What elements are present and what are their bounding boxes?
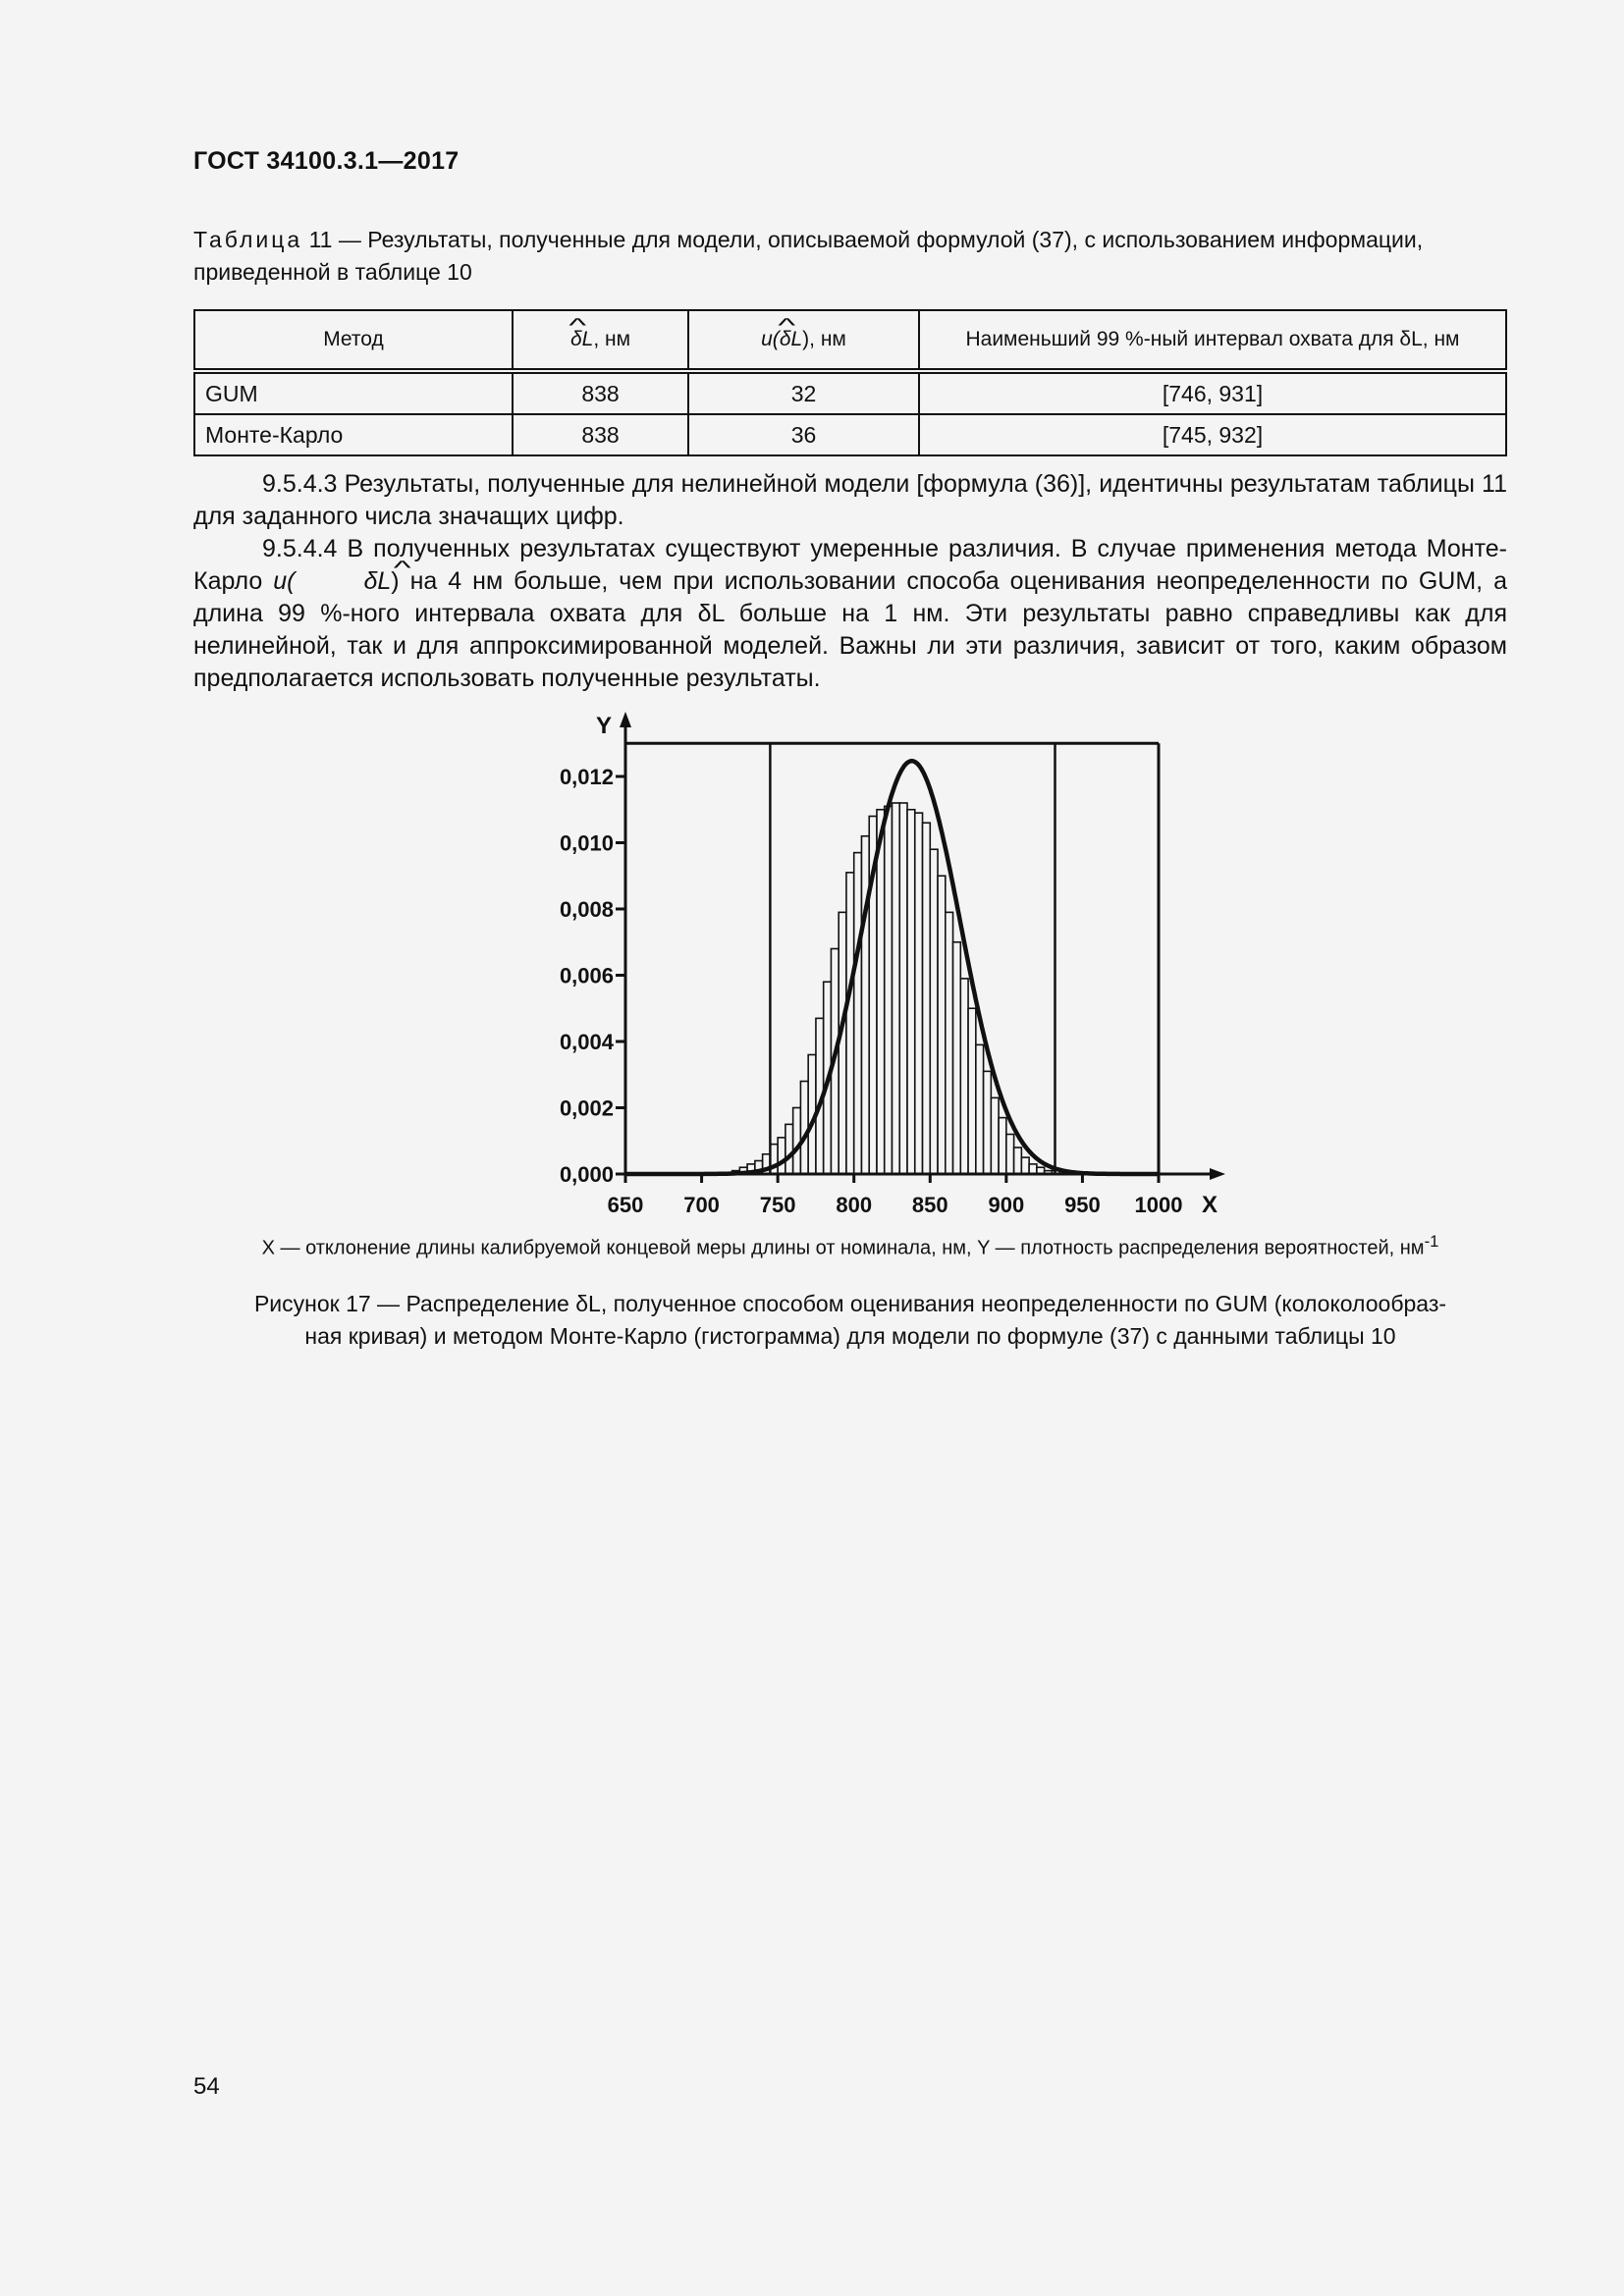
- y-axis-arrow: [620, 712, 631, 727]
- histogram-bar: [991, 1097, 999, 1174]
- histogram-bar: [846, 873, 854, 1174]
- histogram-bar: [907, 810, 915, 1174]
- x-tick-label: 800: [836, 1193, 873, 1217]
- table-caption-text: 11 — Результаты, полученные для модели, описываемой формулой (37), с использованием информации, приведенной в таблице 10: [193, 227, 1424, 285]
- histogram-bar: [854, 853, 862, 1174]
- header-uncertainty-suffix: ), нм: [802, 328, 846, 350]
- header-estimate-unit: , нм: [593, 328, 631, 350]
- x-tick-label: 900: [988, 1193, 1025, 1217]
- histogram-bar: [999, 1118, 1006, 1174]
- header-uncertainty-prefix: u(: [761, 328, 780, 350]
- histogram-bar: [893, 803, 900, 1174]
- x-tick-label: 750: [759, 1193, 796, 1217]
- cell-method: Монте-Карло: [194, 414, 513, 455]
- histogram-bar: [800, 1082, 808, 1175]
- y-tick-label: 0,012: [559, 765, 614, 789]
- cell-uncertainty: 32: [688, 371, 919, 414]
- header-estimate-symbol: ^ δL: [570, 328, 593, 351]
- histogram-bar: [930, 849, 938, 1174]
- histogram-bar: [877, 810, 885, 1174]
- histogram-bar: [778, 1138, 785, 1174]
- figure-legend-text: X — отклонение длины калибруемой концевой меры длины от номинала, нм, Y — плотность распределения вероятностей, нм: [261, 1237, 1425, 1259]
- histogram-bar: [1029, 1164, 1037, 1174]
- histogram-bar: [1006, 1135, 1014, 1175]
- figure-caption-line2: ная кривая) и методом Монте-Карло (гистограмма) для модели по формуле (37) с данными таблицы 10: [304, 1323, 1396, 1349]
- histogram-bar: [960, 979, 968, 1174]
- x-tick-label: 650: [607, 1193, 644, 1217]
- document-header: ГОСТ 34100.3.1—2017: [193, 147, 460, 175]
- y-tick-label: 0,006: [559, 963, 614, 988]
- y-tick-label: 0,008: [559, 897, 614, 922]
- histogram-bar: [1021, 1157, 1029, 1174]
- paragraph-9-5-4-3: 9.5.4.3 Результаты, полученные для нелинейной модели [формула (36)], идентичны результатам таблицы 11 для заданного числа значащих цифр.: [193, 470, 1507, 530]
- figure-legend: [193, 1232, 1507, 1260]
- histogram-bar: [785, 1124, 793, 1174]
- histogram-bar: [938, 876, 946, 1174]
- x-tick-label: 950: [1064, 1193, 1101, 1217]
- cell-uncertainty: 36: [688, 414, 919, 455]
- histogram-bar: [885, 806, 893, 1174]
- x-tick-label: 850: [911, 1193, 948, 1217]
- x-axis-arrow: [1210, 1168, 1225, 1180]
- header-method: Метод: [194, 310, 513, 371]
- y-tick-label: 0,000: [559, 1162, 614, 1187]
- histogram-bar: [984, 1071, 992, 1174]
- table-caption-prefix: Таблица: [193, 227, 303, 252]
- cell-method: GUM: [194, 371, 513, 414]
- page-number: 54: [193, 2073, 220, 2100]
- histogram-bar: [793, 1108, 801, 1175]
- histogram-bar: [976, 1044, 984, 1174]
- cell-interval: [745, 932]: [919, 414, 1506, 455]
- x-tick-label: 1000: [1134, 1193, 1183, 1217]
- x-tick-label: 700: [683, 1193, 720, 1217]
- paragraph-symbol-prefix: u(: [273, 567, 296, 595]
- histogram-bar: [899, 803, 907, 1174]
- x-axis-label: X: [1201, 1192, 1218, 1218]
- histogram-bar: [953, 942, 961, 1174]
- histogram-bar: [915, 813, 923, 1174]
- cell-estimate: 838: [513, 371, 688, 414]
- histogram-bar: [923, 823, 931, 1174]
- paragraph-symbol: ^ δL: [296, 565, 392, 598]
- histogram-bar: [946, 912, 953, 1174]
- paragraph-text-b: на 4 нм больше, чем при использовании способа оценивания неопределенности по GUM, а длина 99 %-ного интервала охвата для δL больше на 1 нм. Эти результаты равно справедливы как для нелинейной, так и для аппроксимированной моделей. Важны ли эти различия, зависит от того, каким образом предполагается использовать полученные результаты.: [193, 567, 1507, 692]
- cell-estimate: 838: [513, 414, 688, 455]
- figure-caption: [193, 1288, 1507, 1353]
- header-interval: Наименьший 99 %-ный интервал охвата для δL, нм: [919, 310, 1506, 371]
- y-tick-label: 0,002: [559, 1095, 614, 1121]
- figure-legend-sup: -1: [1424, 1232, 1439, 1251]
- cell-interval: [746, 931]: [919, 371, 1506, 414]
- y-axis-label: Y: [595, 713, 613, 739]
- header-uncertainty-symbol: ^ δL: [780, 328, 802, 351]
- histogram-bar: [968, 1008, 976, 1174]
- paragraph-text-a: 9.5.4.4 В полученных результатах существуют умеренные различия. В случае применения метода Монте-Карло: [193, 535, 1507, 595]
- y-tick-label: 0,010: [559, 830, 614, 856]
- paragraph-symbol-suffix: ): [391, 567, 400, 595]
- histogram-bar: [861, 836, 869, 1174]
- y-tick-label: 0,004: [559, 1030, 614, 1054]
- figure-caption-line1: Рисунок 17 — Распределение δL, полученное способом оценивания неопределенности по GUM (колоколообраз-: [253, 1291, 1447, 1316]
- histogram-bar: [1014, 1148, 1022, 1174]
